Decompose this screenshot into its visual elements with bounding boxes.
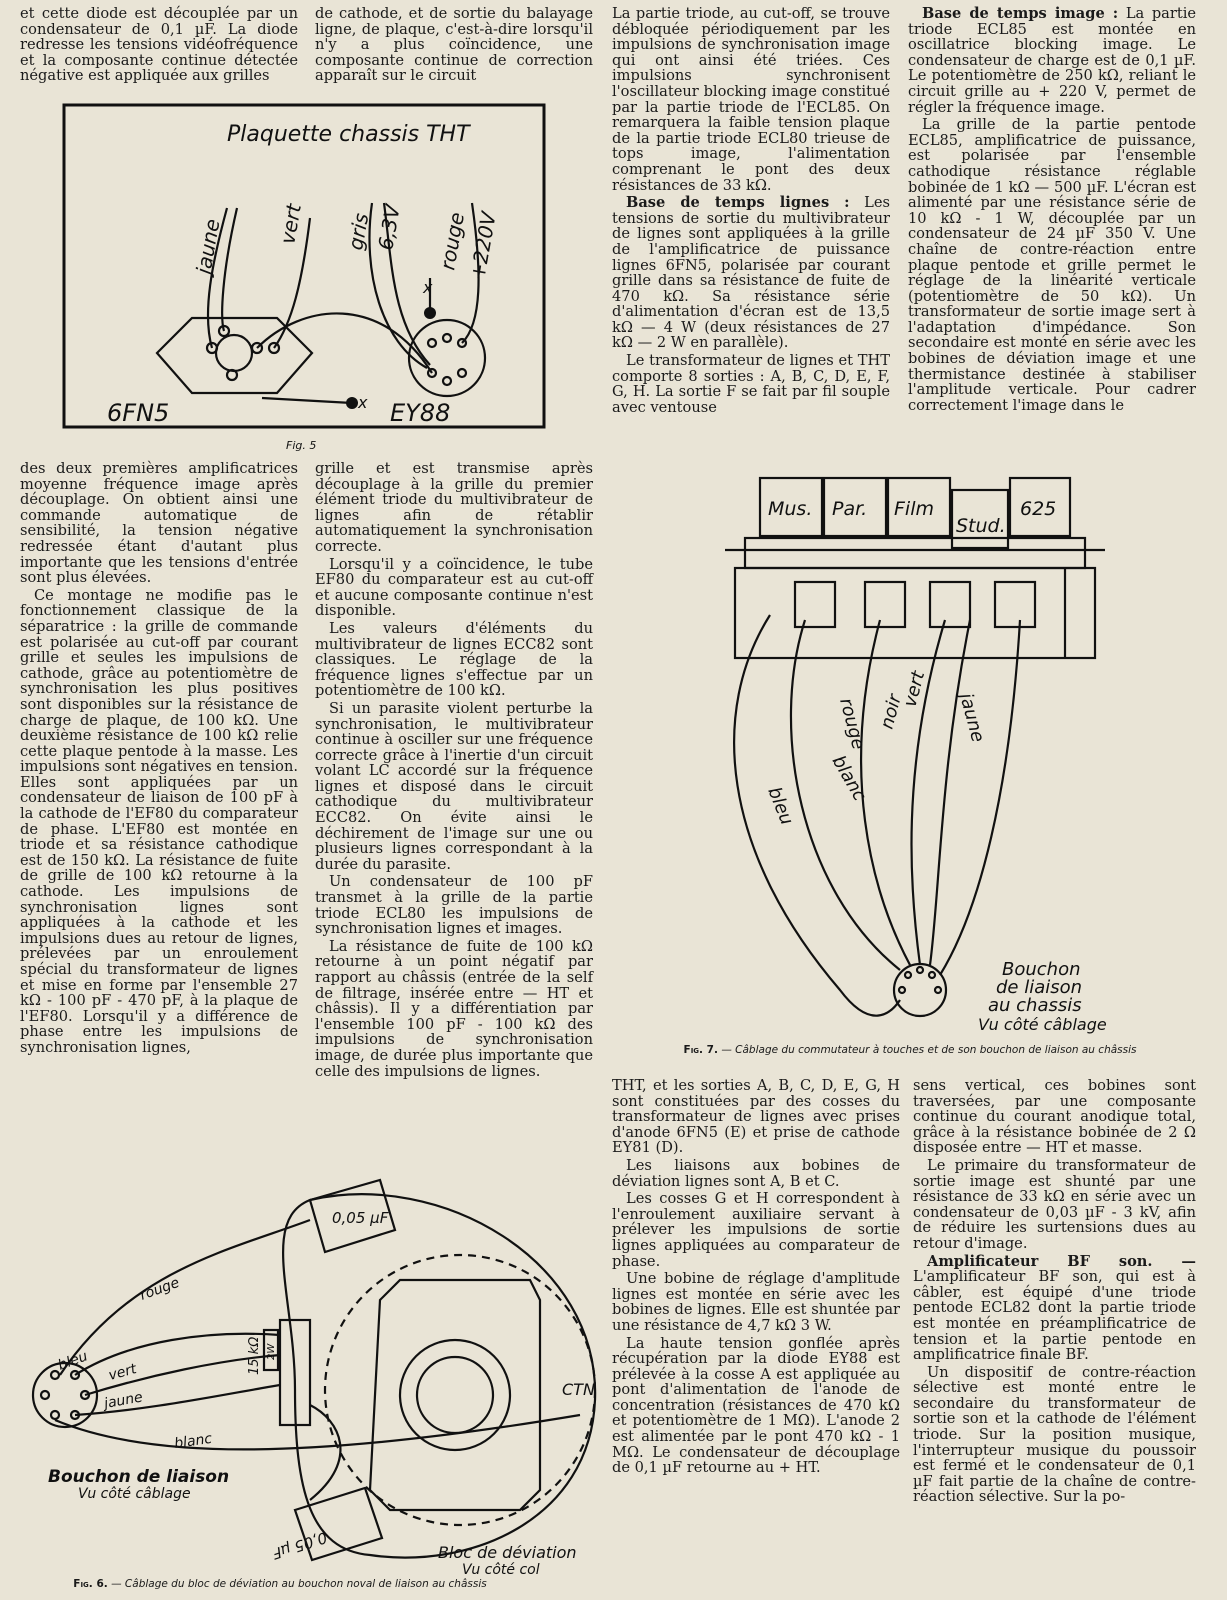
col4-top: [908, 6, 1196, 415]
svg-text:blanc: blanc: [173, 1430, 214, 1452]
svg-text:blanc: blanc: [827, 752, 871, 805]
svg-text:jaune: jaune: [102, 1389, 144, 1412]
fig5-caption: Fig. 5: [286, 439, 317, 451]
key-stud: [952, 490, 1008, 548]
label-rouge: rouge: [435, 210, 470, 272]
paragraph: Les cosses G et H correspondent à l'enroulement auxiliaire servant à prélever les impulsions de sortie lignes appliquées au comparateur de phase.: [612, 1190, 900, 1270]
svg-text:Vu côté câblage: Vu côté câblage: [978, 1015, 1107, 1034]
deflection-yoke-outline: [283, 1194, 595, 1557]
key-par: [824, 478, 886, 536]
paragraph: sens vertical, ces bobines sont traversées, par une composante continue du courant anodique total, grâce à la résistance bobinée de 2 Ω disposée entre — HT et masse.: [913, 1077, 1196, 1157]
svg-text:vert: vert: [106, 1361, 139, 1384]
paragraph: Base de temps lignes : Les tensions de sortie du multivibrateur de lignes sont appliquées à la grille de l'amplificatrice de puissance lignes 6FN5, polarisée par courant grille dans sa résistance de fuite de 470 kΩ. Sa résistance série d'alimentation d'écran est de 13,5 kΩ — 4 W (deux résistances de 27 kΩ — 2 W en parallèle).: [612, 194, 890, 352]
label-gris: gris: [343, 211, 374, 252]
svg-text:Vu côté col: Vu côté col: [462, 1562, 540, 1578]
wire-bleu: [734, 615, 900, 1016]
paragraph: Un condensateur de 100 pF transmet à la grille de la partie triode ECL80 les impulsions de synchronisation lignes et images.: [315, 873, 593, 938]
paragraph: La partie triode, au cut-off, se trouve débloquée périodiquement par les impulsions de synchronisation image qui ont ainsi été triées. Ces impulsions synchronisent l'oscillateur blocking image constitué par la partie triode de l'ECL85. On remarquera la faible tension plaque de la partie triode ECL80 trieuse de tops image, l'alimentation comprenant le pont des deux résistances de 33 kΩ.: [612, 5, 890, 194]
wire-blanc: [55, 1415, 580, 1449]
svg-text:Vu côté câblage: Vu côté câblage: [78, 1486, 191, 1502]
label-bloc: Bloc de déviation: [438, 1543, 577, 1562]
svg-text:0,05 µF: 0,05 µF: [270, 1528, 330, 1563]
label-ey88: EY88: [390, 399, 451, 427]
wire-resistor: [262, 398, 352, 403]
paragraph: Ce montage ne modifie pas le fonctionnement classique de la séparatrice : la grille de commande est polarisée au cut-off par courant grille et seules les impulsions de cathode, grâce au potentiomètre de synchronisation les plus positives sont disponibles sur la résistance de charge de plaque, de 100 kΩ. Une deuxième résistance de 100 kΩ relie cette plaque pentode à la masse. Les impulsions sont négatives en tension. Elles sont appliquées par un condensateur de liaison de 100 pF à la cathode de l'EF80 du comparateur de phase. L'EF80 est montée en triode et sa résistance cathodique est de 150 kΩ. La résistance de fuite de grille de 100 kΩ retourne à la cathode. Les impulsions de synchronisation lignes sont appliquées à la cathode et les impulsions dues au retour de lignes, prélevées par un enroulement spécial du transformateur de lignes et mise en forme par l'ensemble 27 kΩ - 100 pF - 470 pF, à la plaque de l'EF80. Lorsqu'il y a différence de phase entre les impulsions de synchronisation lignes,: [20, 586, 298, 1056]
wire-jaune: [940, 620, 1020, 975]
svg-text:0,05 µF: 0,05 µF: [332, 1209, 389, 1227]
fig6-diagram: [10, 1160, 605, 1600]
paragraph: Lorsqu'il y a coïncidence, le tube EF80 du comparateur est au cut-off et aucune composante continue n'est disponible.: [315, 555, 593, 620]
paragraph: Le primaire du transformateur de sortie image est shunté par une résistance de 33 kΩ en série avec un condensateur de 0,03 µF - 3 kV, afin de réduire les surtensions dues au retour d'image.: [913, 1156, 1196, 1252]
svg-text:Film: Film: [894, 498, 934, 520]
paragraph: et cette diode est découplée par un condensateur de 0,1 µF. La diode redresse les tensions vidéofréquence et la composante continue détectée négative est appliquée aux grilles: [20, 5, 298, 85]
socket-6fn5: [216, 335, 252, 371]
paragraph: Amplificateur BF son. — L'amplificateur BF son, qui est à câbler, est équipé d'une triode pentode ECL82 dont la partie triode est montée en préamplificatrice de tension et la partie pentode en amplificatrice finale BF.: [913, 1252, 1196, 1364]
paragraph: Le transformateur de lignes et THT comporte 8 sorties : A, B, C, D, E, F, G, H. La sortie F se fait par fil souple avec ventouse: [612, 352, 890, 416]
fig6-caption: Fig. 6. — Câblage du bloc de déviation au bouchon noval de liaison au châssis: [73, 1578, 487, 1590]
paragraph: Les liaisons aux bobines de déviation lignes sont A, B et C.: [612, 1156, 900, 1190]
svg-text:rouge: rouge: [835, 695, 869, 752]
col3-bottom: [612, 1078, 900, 1478]
col4-bottom: [913, 1078, 1196, 1507]
key-625: [1010, 478, 1070, 536]
fig5-title: Plaquette chassis THT: [227, 122, 470, 147]
svg-text:jaune: jaune: [955, 690, 989, 745]
label-jaune: jaune: [191, 217, 225, 276]
paragraph: Un dispositif de contre-réaction sélective est monté entre le secondaire du transformateur de sortie son et la cathode de l'élément triode. Sur la position musique, l'interrupteur musique du poussoir est fermé et le condensateur de 0,1 µF fait partie de la chaîne de contre-réaction sélective. Sur la po-: [913, 1363, 1196, 1506]
svg-text:Stud.: Stud.: [956, 515, 1006, 537]
svg-text:noir: noir: [876, 692, 906, 732]
yoke-core: [370, 1280, 540, 1510]
col1-bottom: [20, 461, 298, 1058]
paragraph: grille et est transmise après découplage à la grille du premier élément triode du multivibrateur de lignes afin de rétablir automatiquement la synchronisation correcte.: [315, 460, 593, 555]
wire-blanc: [791, 620, 900, 970]
svg-text:625: 625: [1020, 498, 1057, 520]
key-mus: [760, 478, 822, 536]
paragraph: des deux premières amplificatrices moyenne fréquence image après découplage. On obtient ainsi une commande automatique de sensibilité, la tension négative redressée étant d'autant plus importante que les tensions d'entrée sont plus élevées.: [20, 460, 298, 587]
svg-text:Par.: Par.: [832, 498, 868, 520]
paragraph: La résistance de fuite de 100 kΩ retourne à un point négatif par rapport au châssis (entrée de la self de filtrage, insérée entre — HT et châssis). Il y a différentiation par l'ensemble 100 pF - 100 kΩ des impulsions de synchronisation image, de durée plus importante que celle des impulsions de lignes.: [315, 937, 593, 1080]
fig5-diagram: [62, 103, 548, 451]
svg-text:Mus.: Mus.: [768, 498, 813, 520]
switch-frame: [745, 538, 1085, 568]
svg-text:x: x: [423, 278, 433, 297]
label-6-3v: 6,3V: [373, 202, 405, 252]
wire-vert: [930, 620, 970, 965]
plug-bouchon: [894, 964, 946, 1016]
svg-text:Bouchon: Bouchon: [1002, 959, 1081, 980]
svg-text:rouge: rouge: [137, 1274, 182, 1304]
label-220v: +220V: [465, 210, 501, 282]
yoke-dashed-ring: [325, 1255, 595, 1525]
paragraph: THT, et les sorties A, B, C, D, E, G, H sont constituées par des cosses du transformateur de lignes avec prises d'anode 6FN5 (E) et prise de cathode EY81 (D).: [612, 1077, 900, 1157]
label-ctn: CTN: [562, 1380, 595, 1399]
col1-top: [20, 6, 298, 86]
paragraph: Base de temps image : La partie triode ECL85 est montée en oscillatrice blocking image. Le condensateur de charge est de 0,1 µF. Le potentiomètre de 250 kΩ, reliant le circuit grille au + 220 V, permet de régler la fréquence image.: [908, 5, 1197, 116]
col2-top: [315, 6, 593, 86]
label-6fn5: 6FN5: [107, 399, 170, 427]
label-vert: vert: [275, 202, 306, 246]
svg-text:2W: 2W: [266, 1343, 277, 1360]
svg-text:x: x: [358, 393, 368, 412]
paragraph: La haute tension gonflée après récupération par la diode EY88 est prélevée à la cosse A est appliquée au pont d'alimentation de l'anode de concentration (résistances de 470 kΩ et potentiomètre de 1 MΩ). L'anode 2 est alimentée par le pont 470 kΩ - 1 MΩ. Le condensateur de découplage de 0,1 µF retourne au + HT.: [612, 1334, 900, 1477]
tube-6fn5-plate: [157, 318, 312, 393]
paragraph: de cathode, et de sortie du balayage ligne, de plaque, c'est-à-dire lorsqu'il n'y a plus coïncidence, une composante continue de correction apparaît sur le circuit: [315, 5, 593, 85]
col3-top: [612, 6, 890, 417]
col2-bottom: [315, 461, 593, 1081]
svg-text:de liaison: de liaison: [996, 977, 1083, 998]
svg-text:au chassis: au chassis: [988, 995, 1082, 1016]
fig7-caption: Fig. 7. — Câblage du commutateur à touches et de son bouchon de liaison au châssis: [683, 1044, 1137, 1056]
svg-text:15 kΩ: 15 kΩ: [247, 1336, 262, 1375]
switch-body: [735, 568, 1095, 658]
paragraph: Une bobine de réglage d'amplitude lignes est montée en série avec les bobines de lignes. Elle est shuntée par une résistance de 4,7 kΩ 3 W.: [612, 1270, 900, 1334]
svg-text:bleu: bleu: [763, 784, 798, 828]
fig7-diagram: [720, 470, 1120, 1040]
label-bouchon: Bouchon de liaison: [48, 1467, 230, 1487]
paragraph: Si un parasite violent perturbe la synchronisation, le multivibrateur continue à osciller sur une fréquence correcte grâce à l'inertie d'un circuit volant LC accordé sur la fréquence lignes et disposé dans le circuit cathodique du multivibrateur ECC82. On évite ainsi le déchirement de l'image sur une ou plusieurs lignes correspondant à la durée du parasite.: [315, 699, 593, 873]
svg-text:vert: vert: [899, 668, 930, 710]
paragraph: Les valeurs d'éléments du multivibrateur de lignes ECC82 sont classiques. Le réglage de la fréquence lignes s'effectue par un potentiomètre de 100 kΩ.: [315, 619, 593, 700]
paragraph: La grille de la partie pentode ECL85, amplificatrice de puissance, est polarisée par l'ensemble cathodique résistance réglable bobinée de 1 kΩ — 500 µF. L'écran est alimenté par une résistance série de 10 kΩ - 1 W, découplée par un condensateur de 24 µF 350 V. Une chaîne de contre-réaction entre plaque pentode et grille permet le réglage de la linéarité verticale (potentiomètre de 50 kΩ). Un transformateur de sortie image sert à l'adaptation d'impédance. Son secondaire est monté en série avec les bobines de déviation image et une thermistance destinée à stabiliser l'amplitude verticale. Pour cadrer correctement l'image dans le: [908, 116, 1196, 414]
svg-text:bleu: bleu: [55, 1348, 90, 1374]
key-film: [888, 478, 950, 536]
wire-jaune-2: [222, 208, 237, 331]
